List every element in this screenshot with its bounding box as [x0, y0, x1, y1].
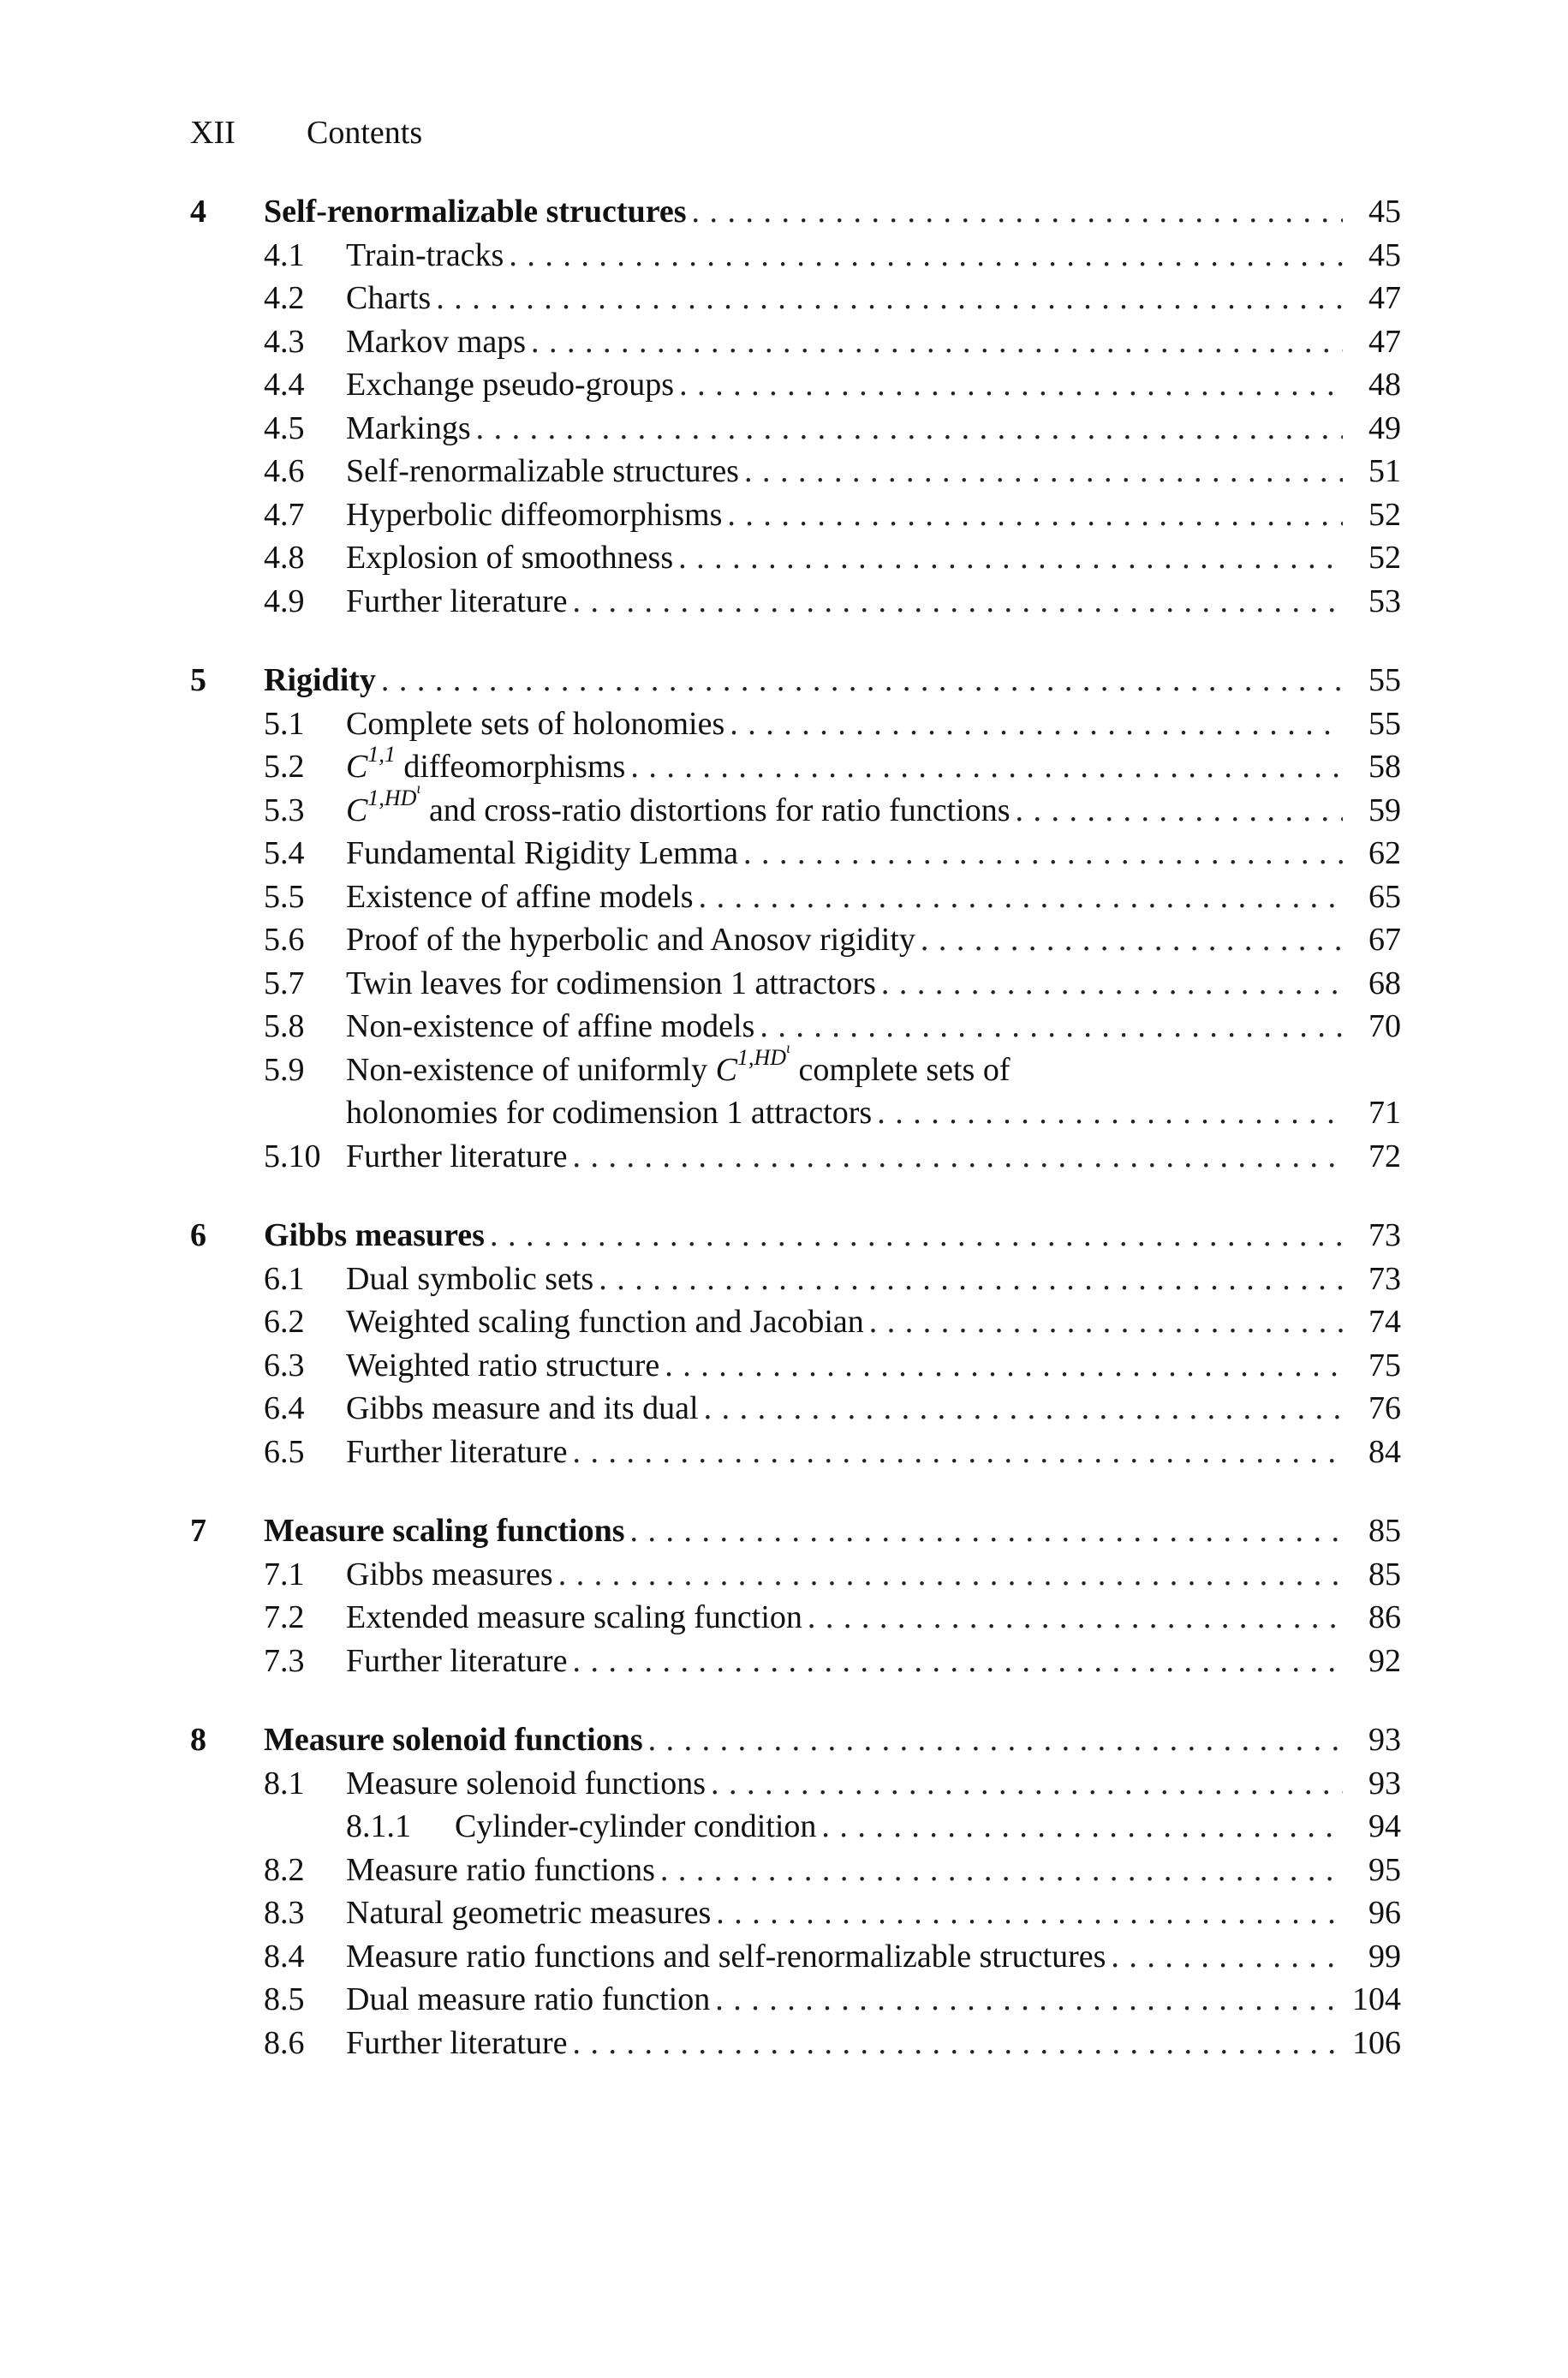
section-number: 4.2	[264, 280, 305, 316]
page-number: 99	[1368, 1938, 1401, 1975]
dot-leader	[921, 918, 1343, 961]
section-number: 4.9	[264, 583, 305, 619]
math-symbol: C	[346, 749, 368, 785]
dot-leader	[509, 234, 1343, 277]
section-title: Twin leaves for codimension 1 attractors	[346, 965, 876, 1001]
page-number: 86	[1368, 1599, 1401, 1635]
section-title: Gibbs measures	[346, 1556, 553, 1592]
dot-leader	[573, 1640, 1343, 1682]
dot-leader	[476, 407, 1343, 450]
section-number: 8.5	[264, 1981, 305, 2017]
toc-entry-section[interactable]	[190, 1596, 1401, 1640]
subsection-number: 8.1.1	[346, 1808, 411, 1844]
dot-leader	[573, 1135, 1343, 1178]
toc-entry-section[interactable]	[190, 875, 1401, 919]
dot-leader	[760, 1005, 1343, 1048]
page-number: 74	[1368, 1304, 1401, 1340]
chapter-title: Self-renormalizable structures	[264, 194, 687, 230]
section-number: 6.2	[264, 1304, 305, 1340]
section-title: Markov maps	[346, 323, 527, 360]
section-number: 6.3	[264, 1347, 305, 1383]
dot-leader	[692, 190, 1343, 233]
section-title: Dual symbolic sets	[346, 1260, 594, 1297]
section-title: Train-tracks	[346, 236, 504, 273]
math-superscript: 1,1	[367, 742, 396, 768]
section-number: 7.3	[264, 1642, 305, 1679]
page-number: 95	[1368, 1851, 1401, 1888]
chapter-number: 4	[190, 194, 206, 230]
math-superscript-text: 1,HD	[736, 1044, 787, 1070]
page-number: 75	[1368, 1347, 1401, 1383]
toc-entry-section[interactable]	[190, 1762, 1401, 1806]
section-title	[346, 1039, 1015, 1091]
toc-entry-continuation[interactable]	[190, 1091, 1401, 1135]
math-superscript-text: 1,HD	[367, 785, 417, 810]
section-title: Proof of the hyperbolic and Anosov rigidity	[346, 922, 915, 958]
section-number: 6.1	[264, 1260, 305, 1297]
section-title: Weighted ratio structure	[346, 1347, 660, 1383]
dot-leader	[727, 493, 1343, 536]
section-number: 8.3	[264, 1895, 305, 1931]
section-number: 4.8	[264, 540, 305, 576]
toc-entry-section[interactable]	[190, 962, 1401, 1006]
toc-entry-section[interactable]	[190, 702, 1401, 746]
section-number: 5.1	[264, 705, 305, 742]
page-number: 58	[1368, 749, 1401, 785]
section-title: Further literature	[346, 583, 568, 619]
section-number: 4.5	[264, 409, 305, 446]
section-number: 8.2	[264, 1851, 305, 1888]
section-title: Further literature	[346, 2024, 568, 2061]
section-title: Fundamental Rigidity Lemma	[346, 835, 739, 871]
page-number: 49	[1368, 409, 1401, 446]
page-number: 52	[1368, 540, 1401, 576]
section-title-text: and cross-ratio distortions for ratio functions	[428, 792, 1011, 828]
section-number: 6.4	[264, 1390, 305, 1426]
toc-entry-chapter[interactable]	[190, 190, 1401, 234]
dot-leader	[648, 1718, 1343, 1761]
dot-leader	[869, 1300, 1343, 1343]
dot-leader	[1111, 1935, 1343, 1978]
math-symbol: C	[715, 1051, 737, 1088]
section-title-text: diffeomorphisms	[403, 749, 626, 785]
page-number: 70	[1368, 1008, 1401, 1044]
section-number: 5.10	[264, 1138, 321, 1174]
section-title: Explosion of smoothness	[346, 540, 674, 576]
dot-leader	[679, 363, 1343, 406]
dot-leader	[715, 1978, 1343, 2021]
dot-leader	[704, 1387, 1343, 1430]
toc-entry-section[interactable]	[190, 320, 1401, 364]
chapter-number: 8	[190, 1722, 206, 1758]
toc-entry-section[interactable]	[190, 1935, 1401, 1979]
dot-leader	[490, 1214, 1343, 1257]
toc-entry-section[interactable]	[190, 1431, 1401, 1474]
section-number: 6.5	[264, 1433, 305, 1470]
section-number: 5.9	[264, 1051, 305, 1088]
section-title: Further literature	[346, 1642, 568, 1679]
page-number: 59	[1368, 792, 1401, 828]
chapter-5	[190, 659, 1401, 1178]
page-number: 52	[1368, 496, 1401, 533]
section-title: Dual measure ratio function	[346, 1981, 711, 2017]
page-number: 94	[1368, 1808, 1401, 1844]
toc-entry-section[interactable]	[190, 918, 1401, 962]
toc-entry-chapter[interactable]	[190, 659, 1401, 702]
section-number: 8.1	[264, 1765, 305, 1801]
section-title-text: complete sets of	[798, 1051, 1011, 1088]
running-head	[190, 111, 422, 154]
page-number: 62	[1368, 835, 1401, 871]
section-title-continuation: holonomies for codimension 1 attractors	[346, 1095, 873, 1131]
toc-entry-subsection[interactable]	[190, 1805, 1401, 1849]
dot-leader	[573, 580, 1343, 623]
section-title: Non-existence of affine models	[346, 1008, 755, 1044]
chapter-number: 7	[190, 1513, 206, 1549]
page-number: 104	[1352, 1981, 1401, 2017]
section-title: Self-renormalizable structures	[346, 453, 739, 489]
page-number: 85	[1368, 1513, 1401, 1549]
toc-entry-section[interactable]	[190, 1135, 1401, 1179]
toc-entry-section[interactable]	[190, 1640, 1401, 1683]
dot-leader	[660, 1849, 1343, 1891]
section-number: 8.6	[264, 2024, 305, 2061]
dot-leader	[558, 1553, 1343, 1596]
toc-entry-section[interactable]	[190, 580, 1401, 624]
section-number: 4.3	[264, 323, 305, 360]
section-title	[346, 742, 630, 788]
section-title: Gibbs measure and its dual	[346, 1390, 699, 1426]
section-title: Measure ratio functions	[346, 1851, 655, 1888]
toc-entry-section[interactable]	[190, 1005, 1401, 1049]
section-number: 5.8	[264, 1008, 305, 1044]
page-number: 68	[1368, 965, 1401, 1001]
toc-entry-chapter[interactable]	[190, 1214, 1401, 1258]
toc-entry-section[interactable]	[190, 742, 1401, 789]
page-number: 45	[1368, 236, 1401, 273]
page-number: 85	[1368, 1556, 1401, 1592]
section-number: 5.7	[264, 965, 305, 1001]
chapter-title: Rigidity	[264, 662, 376, 698]
chapter-number: 5	[190, 662, 206, 698]
dot-leader	[436, 277, 1343, 320]
section-title: Measure solenoid functions	[346, 1765, 706, 1801]
section-number: 5.6	[264, 922, 305, 958]
chapter-title: Gibbs measures	[264, 1217, 485, 1253]
section-number: 5.3	[264, 792, 305, 828]
page-number: 93	[1368, 1765, 1401, 1801]
page-number: 76	[1368, 1390, 1401, 1426]
chapter-4	[190, 190, 1401, 623]
dot-leader	[743, 832, 1343, 875]
toc-entry-section[interactable]	[190, 1891, 1401, 1935]
section-number: 4.7	[264, 496, 305, 533]
section-title: Complete sets of holonomies	[346, 705, 725, 742]
chapter-title: Measure scaling functions	[264, 1513, 625, 1549]
section-title: Natural geometric measures	[346, 1895, 712, 1931]
dot-leader	[808, 1596, 1343, 1639]
dot-leader	[711, 1762, 1343, 1805]
section-number: 4.1	[264, 236, 305, 273]
section-title: Extended measure scaling function	[346, 1599, 802, 1635]
subsection-title: Cylinder-cylinder condition	[455, 1808, 817, 1844]
section-title: Hyperbolic diffeomorphisms	[346, 496, 723, 533]
dot-leader	[699, 875, 1343, 918]
toc-entry-section[interactable]	[190, 1978, 1401, 2022]
section-title: Further literature	[346, 1433, 568, 1470]
toc-entry-section[interactable]	[190, 832, 1401, 875]
section-title: Markings	[346, 409, 471, 446]
toc-entry-section[interactable]	[190, 1258, 1401, 1301]
dot-leader	[381, 659, 1343, 702]
section-title: Existence of affine models	[346, 878, 694, 915]
dot-leader	[1016, 789, 1343, 832]
page-number: 48	[1368, 367, 1401, 403]
math-superscript	[736, 1039, 791, 1070]
page-number: 84	[1368, 1433, 1401, 1470]
toc-entry-section[interactable]	[190, 1553, 1401, 1597]
dot-leader	[821, 1805, 1343, 1848]
chapter-8	[190, 1718, 1401, 2064]
dot-leader	[665, 1344, 1343, 1387]
section-number: 5.4	[264, 835, 305, 871]
math-sub-superscript: ι	[786, 1039, 791, 1057]
page-number: 65	[1368, 878, 1401, 915]
dot-leader	[877, 1091, 1343, 1134]
page-number: 106	[1352, 2024, 1401, 2061]
page-number: 55	[1368, 705, 1401, 742]
section-number: 8.4	[264, 1938, 305, 1975]
toc-entry-section[interactable]	[190, 780, 1401, 833]
page-number: 45	[1368, 194, 1401, 230]
toc-entry-section[interactable]	[190, 234, 1401, 278]
page-number: 47	[1368, 323, 1401, 360]
section-title: Exchange pseudo-groups	[346, 367, 675, 403]
section-number: 4.6	[264, 453, 305, 489]
chapter-7	[190, 1509, 1401, 1682]
folio: XII	[190, 115, 235, 151]
math-superscript	[367, 780, 421, 810]
section-title: Measure ratio functions and self-renormalizable structures	[346, 1938, 1106, 1975]
section-title: Charts	[346, 280, 432, 316]
toc-entry-section[interactable]	[190, 450, 1401, 493]
dot-leader	[678, 536, 1343, 579]
math-symbol: C	[346, 792, 368, 828]
page-number: 51	[1368, 453, 1401, 489]
page-number: 67	[1368, 922, 1401, 958]
toc-entry-section[interactable]	[190, 277, 1401, 320]
section-title: Further literature	[346, 1138, 568, 1174]
page-number: 53	[1368, 583, 1401, 619]
toc-entry-section[interactable]	[190, 1344, 1401, 1388]
section-number: 5.2	[264, 749, 305, 785]
page-number: 93	[1368, 1722, 1401, 1758]
dot-leader	[744, 450, 1343, 493]
page-number: 73	[1368, 1217, 1401, 1253]
page-number: 92	[1368, 1642, 1401, 1679]
toc-entry-section[interactable]	[190, 1849, 1401, 1892]
page-number: 71	[1368, 1095, 1401, 1131]
toc-entry-section[interactable]	[190, 407, 1401, 451]
dot-leader	[881, 962, 1343, 1005]
page-number: 55	[1368, 662, 1401, 698]
section-number: 7.1	[264, 1556, 305, 1592]
dot-leader	[630, 1509, 1343, 1552]
toc-entry-section[interactable]	[190, 1039, 1401, 1092]
dot-leader	[599, 1258, 1343, 1300]
chapter-6	[190, 1214, 1401, 1473]
section-title-text: Non-existence of uniformly	[346, 1051, 708, 1088]
section-title	[346, 780, 1016, 832]
toc-entry-chapter[interactable]	[190, 1718, 1401, 1762]
dot-leader	[716, 1891, 1343, 1934]
chapter-number: 6	[190, 1217, 206, 1253]
dot-leader	[531, 320, 1343, 363]
chapter-title: Measure solenoid functions	[264, 1722, 643, 1758]
toc-entry-section[interactable]	[190, 1300, 1401, 1344]
section-number: 7.2	[264, 1599, 305, 1635]
dot-leader	[730, 702, 1343, 745]
dot-leader	[573, 2022, 1343, 2064]
page-number: 73	[1368, 1260, 1401, 1297]
toc-entry-section[interactable]	[190, 1387, 1401, 1431]
math-sub-superscript: ι	[416, 780, 421, 798]
section-number: 5.5	[264, 878, 305, 915]
page-number: 47	[1368, 280, 1401, 316]
page-number: 72	[1368, 1138, 1401, 1174]
toc-entry-chapter[interactable]	[190, 1509, 1401, 1553]
dot-leader	[573, 1431, 1343, 1473]
section-number: 4.4	[264, 367, 305, 403]
table-of-contents	[190, 190, 1401, 2100]
toc-entry-section[interactable]	[190, 2022, 1401, 2065]
dot-leader	[630, 745, 1343, 788]
page-number: 96	[1368, 1895, 1401, 1931]
toc-entry-section[interactable]	[190, 363, 1401, 407]
running-head-label: Contents	[307, 115, 423, 151]
toc-entry-section[interactable]	[190, 493, 1401, 537]
toc-entry-section[interactable]	[190, 536, 1401, 580]
section-title: Weighted scaling function and Jacobian	[346, 1304, 864, 1340]
